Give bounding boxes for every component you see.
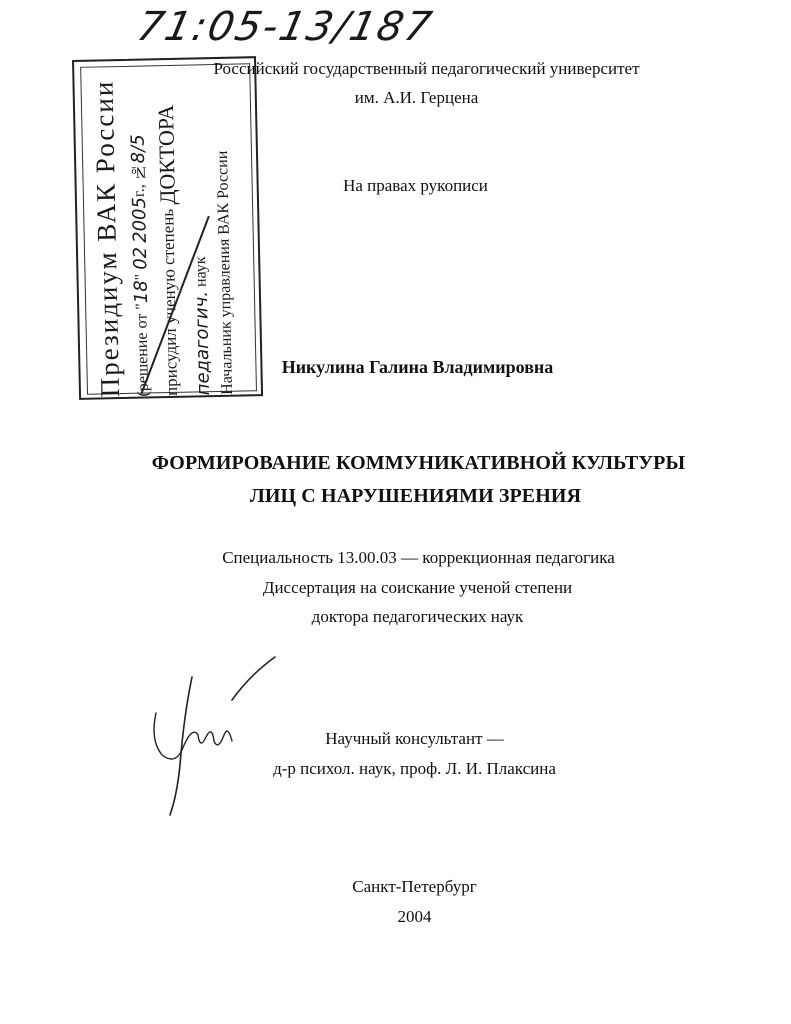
stamp-field-value: педагогич.	[190, 290, 215, 396]
city: Санкт-Петербург	[352, 877, 477, 896]
dissertation-degree-line2: доктора педагогических наук	[311, 607, 524, 626]
stamp-presidium-text: Президиум ВАК России	[88, 79, 126, 398]
manuscript-rights: На правах рукописи	[343, 176, 488, 195]
handwritten-archive-code: 71:05-13/187	[133, 4, 438, 50]
dissertation-title-line2: ЛИЦ С НАРУШЕНИЯМИ ЗРЕНИЯ	[249, 485, 582, 507]
dissertation-title-line1: ФОРМИРОВАНИЕ КОММУНИКАТИВНОЙ КУЛЬТУРЫ	[151, 452, 686, 474]
stamp-degree-value: ДОКТОРА	[152, 104, 181, 205]
stamp-decision-number: 8/5	[127, 134, 150, 164]
stamp-decision-day: 18	[130, 280, 153, 304]
stamp-head-text: Начальник управления ВАК России	[213, 150, 237, 395]
dissertation-degree-line1: Диссертация на соискание ученой степени	[262, 578, 573, 597]
stamp-decision-quote: "	[132, 273, 150, 281]
stamp-degree-prefix: присудил ученую степень	[158, 208, 182, 397]
stamp-decision-prefix: (решение от "	[133, 303, 153, 397]
consultant-label: Научный консультант —	[325, 729, 504, 748]
stamp-decision-month: 02	[129, 246, 152, 270]
university-name: Российский государственный педагогический университет	[213, 59, 640, 78]
stamp-field-suffix: наук	[192, 256, 210, 288]
specialty: Специальность 13.00.03 — коррекционная педагогика	[222, 548, 615, 567]
stamp-decision-year: 2005	[128, 196, 151, 244]
university-named-after: им. А.И. Герцена	[354, 88, 479, 107]
author-name: Никулина Галина Владимировна	[281, 357, 554, 377]
stamp-decision-suffix: г., №	[130, 163, 148, 198]
vak-approval-stamp	[72, 60, 272, 405]
consultant-name: д-р психол. наук, проф. Л. И. Плаксина	[273, 759, 556, 778]
year: 2004	[397, 907, 432, 926]
